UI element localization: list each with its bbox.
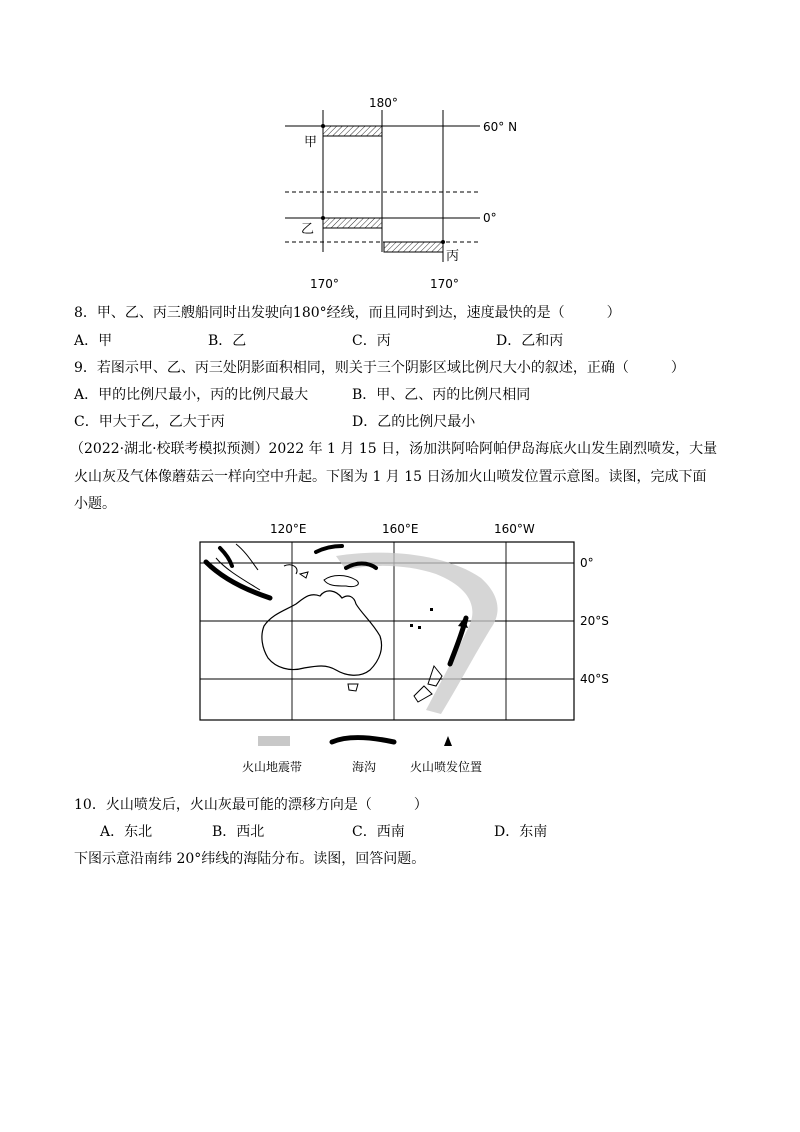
shaded-area-jia (323, 126, 382, 136)
question-9-option-a: A．甲的比例尺最小，丙的比例尺最大 (74, 387, 309, 403)
question-10-option-d: D．东南 (494, 824, 548, 840)
label-jia: 甲 (304, 135, 318, 150)
question-8-option-a: A．甲 (74, 333, 113, 349)
question-10-option-a: A．东北 (100, 824, 153, 840)
label-180: 180° (369, 96, 398, 110)
intro-line-2: 火山灰及气体像蘑菇云一样向空中升起。下图为 1 月 15 日汤加火山喷发位置示意图。读图，完成下面 (74, 469, 707, 485)
label-bing: 丙 (446, 249, 460, 264)
question-10-option-c: C．西南 (352, 824, 405, 840)
question-8-option-c: C．丙 (352, 333, 391, 349)
tonga-volcano-map (196, 518, 616, 780)
question-8-option-b: B．乙 (208, 333, 247, 349)
intro-line-1: （2022·湖北·校联考模拟预测）2022 年 1 月 15 日，汤加洪阿哈阿帕伊岛海底火山发生剧烈喷发，大量 (70, 441, 718, 457)
ship-route-diagram (280, 92, 520, 298)
legend-trench-label: 海沟 (352, 760, 377, 774)
label-160w: 160°W (494, 522, 535, 536)
label-120e: 120°E (270, 522, 307, 536)
label-60n: 60° N (483, 120, 518, 134)
next-section-intro: 下图示意沿南纬 20°纬线的海陆分布。读图，回答问题。 (74, 851, 426, 867)
question-9-option-b: B．甲、乙、丙的比例尺相同 (352, 387, 531, 403)
question-9-stem: 9．若图示甲、乙、丙三处阴影面积相同，则关于三个阴影区域比例尺大小的叙述，正确（ ） (74, 360, 685, 376)
label-160e: 160°E (382, 522, 419, 536)
question-8-stem: 8．甲、乙、丙三艘船同时出发驶向180°经线，而且同时到达，速度最快的是（ ） (74, 305, 621, 321)
legend-eruption-swatch (444, 736, 452, 746)
label-lat-40s: 40°S (580, 672, 609, 686)
question-8-option-d: D．乙和丙 (496, 333, 564, 349)
question-10-stem: 10．火山喷发后，火山灰最可能的漂移方向是（ ） (74, 797, 428, 813)
legend-belt-swatch (258, 736, 290, 746)
shaded-area-yi (323, 218, 382, 228)
intro-line-3: 小题。 (74, 496, 116, 512)
label-lat-0: 0° (580, 556, 594, 570)
label-yi: 乙 (301, 222, 315, 237)
label-lat-20s: 20°S (580, 614, 609, 628)
question-10-option-b: B．西北 (212, 824, 265, 840)
label-170-right: 170° (430, 277, 459, 291)
label-170-left: 170° (310, 277, 339, 291)
question-9-option-c: C．甲大于乙，乙大于丙 (74, 414, 225, 430)
shaded-area-bing (384, 242, 443, 252)
legend-belt-label: 火山地震带 (242, 760, 303, 774)
legend-trench-swatch (332, 738, 394, 743)
legend-eruption-label: 火山喷发位置 (410, 760, 483, 774)
question-9-option-d: D．乙的比例尺最小 (352, 414, 476, 430)
label-0: 0° (483, 211, 497, 225)
